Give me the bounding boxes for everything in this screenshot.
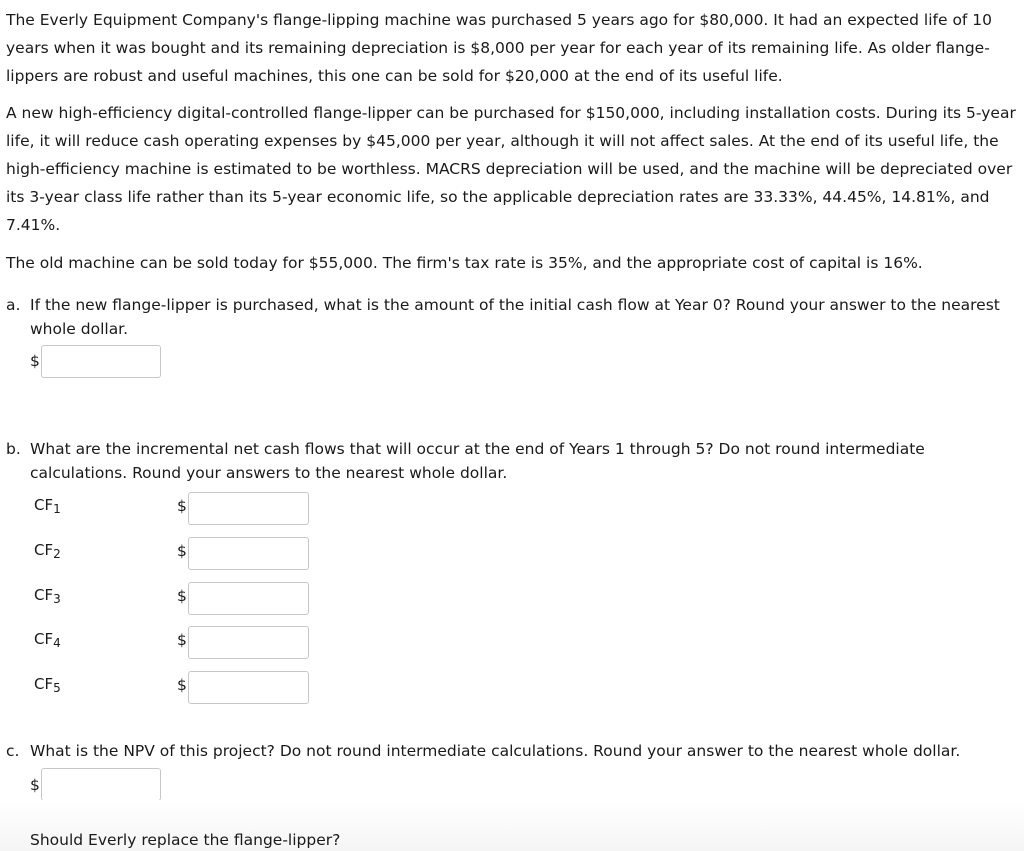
question-b-letter: b. — [6, 440, 21, 458]
question-a-initial-cash-flow-input[interactable] — [41, 345, 161, 378]
intro-paragraph-1: The Everly Equipment Company's flange-lipping machine was purchased 5 years ago for $80,000. It had an expected life of 10 years when it was bought and its remaining depreciation is $8,000 per year for each year of its remaining life. As older flange-lippers are robust and useful machines, this one can be sold for $20,000 at the end of its useful life. — [6, 11, 993, 85]
cf3-label: $CF_3$ — [34, 586, 61, 606]
cf4-dollar-sign: $ — [177, 631, 187, 649]
cf5-dollar-sign: $ — [177, 676, 187, 694]
cf5-input[interactable] — [188, 671, 309, 704]
question-c-letter: c. — [6, 742, 20, 760]
question-a-letter: a. — [6, 296, 21, 314]
cf4-input[interactable] — [188, 626, 309, 659]
question-c-dollar-sign: $ — [30, 776, 40, 794]
question-b-text: What are the incremental net cash flows that will occur at the end of Years 1 through 5? Do not round intermediate calculations. Round your answers to the nearest whole dollar. — [30, 440, 925, 482]
cf1-input[interactable] — [188, 492, 309, 525]
cf1-label: $CF_1$ — [34, 496, 61, 516]
cf2-input[interactable] — [188, 537, 309, 570]
intro-paragraph-2: A new high-efficiency digital-controlled flange-lipper can be purchased for $150,000, including installation costs. During its 5-year life, it will reduce cash operating expenses by $45,000 per year, although it will not affect sales. At the end of its useful life, the high-efficiency machine is estimated to be worthless. MACRS depreciation will be used, and the machine will be depreciated over its 3-year class life rather than its 5-year economic life, so the applicable depreciation rates are 33.33%, 44.45%, 14.81%, and 7.41%. — [6, 104, 1016, 234]
followup-question-text: Should Everly replace the flange-lipper? — [30, 831, 341, 849]
question-a-dollar-sign: $ — [30, 352, 40, 370]
question-a-text: If the new flange-lipper is purchased, what is the amount of the initial cash flow at Year 0? Round your answer to the nearest whole dollar. — [30, 296, 1000, 338]
cf2-dollar-sign: $ — [177, 542, 187, 560]
cf4-label: $CF_4$ — [34, 630, 61, 650]
cf2-label: $CF_2$ — [34, 541, 61, 561]
cf3-dollar-sign: $ — [177, 587, 187, 605]
question-c-text: What is the NPV of this project? Do not round intermediate calculations. Round your answer to the nearest whole dollar. — [30, 742, 961, 760]
cf1-dollar-sign: $ — [177, 497, 187, 515]
cf5-label: $CF_5$ — [34, 675, 61, 695]
question-c-npv-input[interactable] — [41, 768, 161, 801]
intro-paragraph-3: The old machine can be sold today for $55,000. The firm's tax rate is 35%, and the appropriate cost of capital is 16%. — [6, 254, 923, 272]
cf3-input[interactable] — [188, 582, 309, 615]
